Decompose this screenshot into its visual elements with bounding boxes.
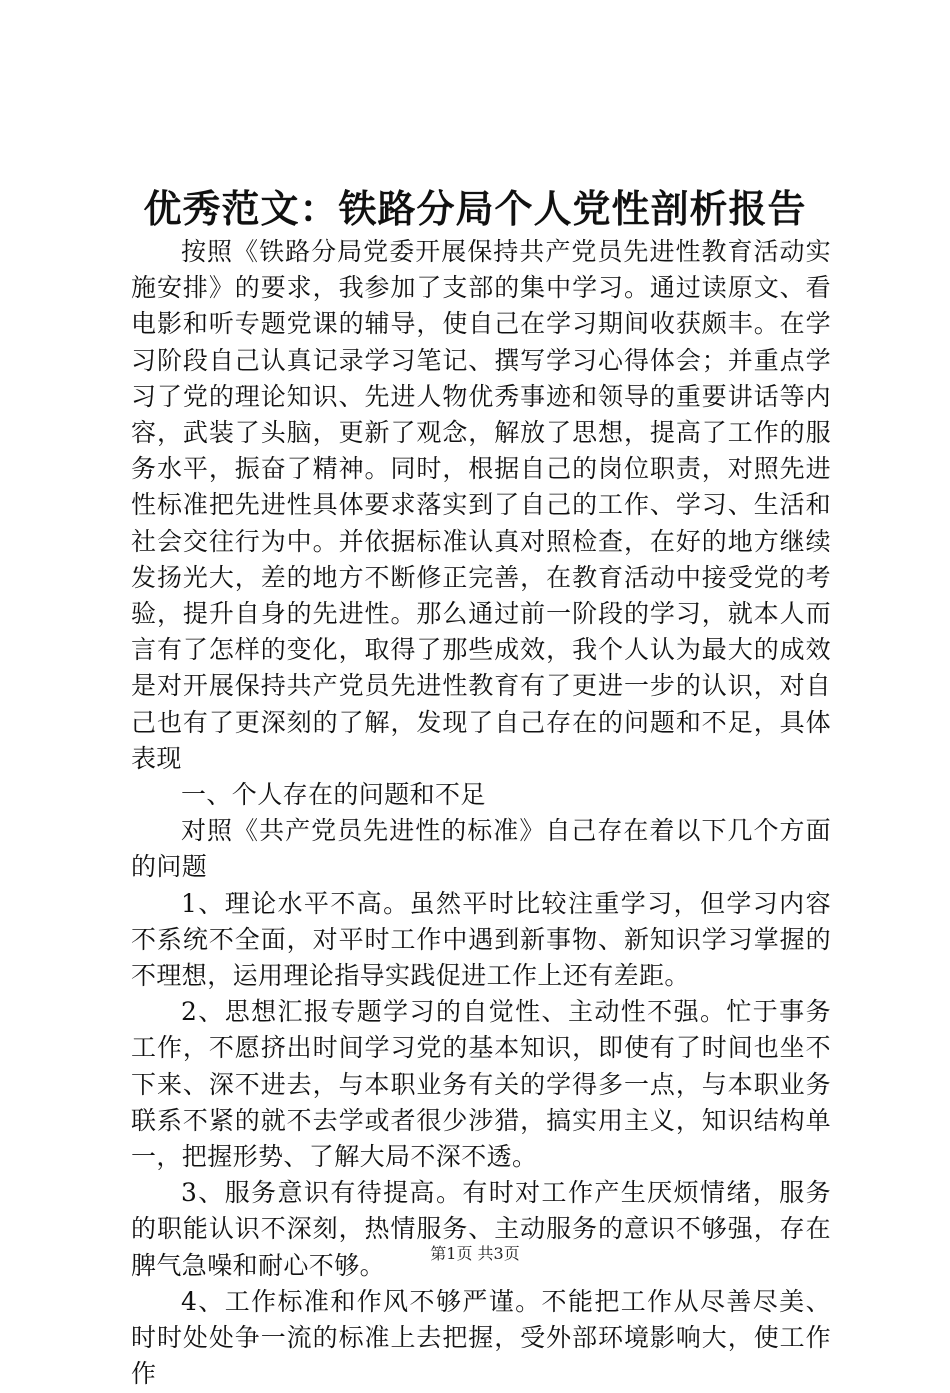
paragraph-standard: 对照《共产党员先进性的标准》自己存在着以下几个方面的问题 xyxy=(131,816,831,882)
paragraph-item-3: 3、服务意识有待提高。有时对工作产生厌烦情绪，服务的职能认识不深刻，热情服务、主动服务的意识不够强，存在脾气急噪和耐心不够。 xyxy=(131,1178,831,1280)
document-body xyxy=(131,234,831,1393)
page-number-footer: 第1页 共3页 xyxy=(430,1244,520,1263)
document-title: 优秀范文：铁路分局个人党性剖析报告 xyxy=(143,186,807,231)
paragraph-item-2: 2、思想汇报专题学习的自觉性、主动性不强。忙于事务工作，不愿挤出时间学习党的基本知识，即使有了时间也坐不下来、深不进去，与本职业务有关的学得多一点，与本职业务联系不紧的就不去学或者很少涉猎，搞实用主义，知识结构单一，把握形势、了解大局不深不透。 xyxy=(131,997,831,1172)
paragraph-item-4: 4、工作标准和作风不够严谨。不能把工作从尽善尽美、时时处处争一流的标准上去把握，受外部环境影响大，使工作作 xyxy=(131,1286,831,1389)
paragraph-item-1: 1、理论水平不高。虽然平时比较注重学习，但学习内容不系统不全面，对平时工作中遇到新事物、新知识学习掌握的不理想，运用理论指导实践促进工作上还有差距。 xyxy=(131,888,831,991)
paragraph-intro: 按照《铁路分局党委开展保持共产党员先进性教育活动实施安排》的要求，我参加了支部的集中学习。通过读原文、看电影和听专题党课的辅导，使自己在学习期间收获颇丰。在学习阶段自己认真记录学习笔记、撰写学习心得体会；并重点学习了党的理论知识、先进人物优秀事迹和领导的重要讲话等内容，武装了头脑，更新了观念，解放了思想，提高了工作的服务水平，振奋了精神。同时，根据自己的岗位职责，对照先进性标准把先进性具体要求落实到了自己的工作、学习、生活和社会交往行为中。并依据标准认真对照检查，在好的地方继续发扬光大，差的地方不断修正完善，在教育活动中接受党的考验，提升自身的先进性。那么通过前一阶段的学习，就本人而言有了怎样的变化，取得了那些成效，我个人认为最大的成效是对开展保持共产党员先进性教育有了更进一步的认识，对自己也有了更深刻的了解，发现了自己存在的问题和不足，具体表现 xyxy=(131,237,831,773)
section-heading-problems: 一、个人存在的问题和不足 xyxy=(181,780,486,810)
